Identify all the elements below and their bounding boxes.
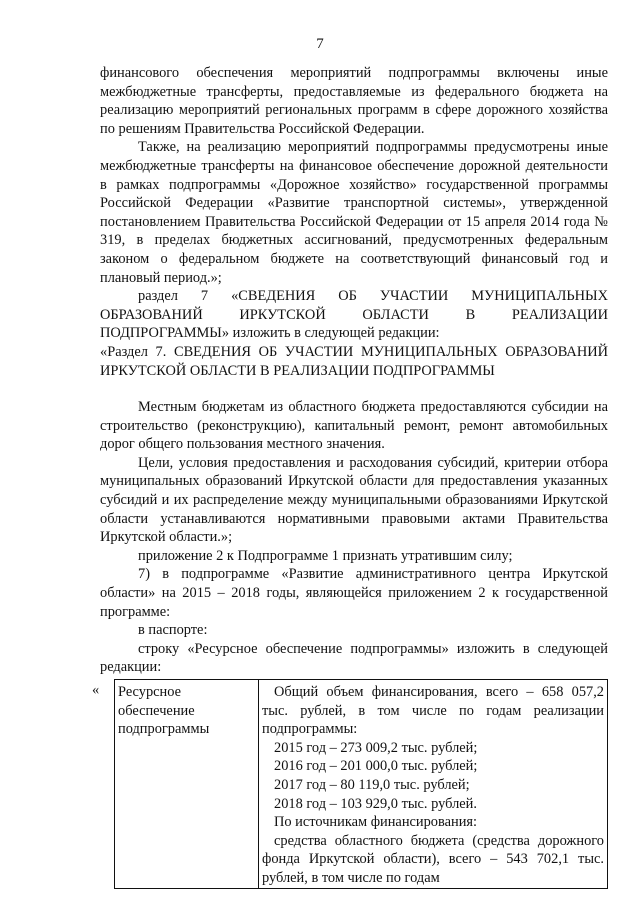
row-label: Ресурсное обеспечение подпрограммы <box>115 680 259 889</box>
paragraph: 7) в подпрограмме «Развитие административного центра Иркутской области» на 2015 – 2018 годы, являющейся приложением 2 к государственной программе: <box>100 566 608 620</box>
row-content <box>259 680 608 889</box>
year-line: 2017 год – 80 119,0 тыс. рублей; <box>274 776 470 793</box>
paragraph: Также, на реализацию мероприятий подпрограммы предусмотрены иные межбюджетные трансферты на финансовое обеспечение дорожной деятельности в рамках подпрограммы «Дорожное хозяйство» государственной программы Российской Федерации «Развитие транспортной системы», утвержденной постановлением Правительства Российской Федерации от 15 апреля 2014 года № 319, в пределах бюджетных ассигнований, предусмотренных федеральным законом о федеральном бюджете на соответствующий финансовый год и плановый период.»; <box>100 139 608 286</box>
paragraph: Цели, условия предоставления и расходования субсидий, критерии отбора муниципальных образований Иркутской области для предоставления указанных субсидий и их распределение между муниципальными образованиями Иркутской области устанавливаются нормативными правовыми актами Правительства Иркутской области.»; <box>100 454 608 546</box>
page-number: 7 <box>316 36 324 52</box>
paragraph: раздел 7 «СВЕДЕНИЯ ОБ УЧАСТИИ МУНИЦИПАЛЬНЫХ ОБРАЗОВАНИЙ ИРКУТСКОЙ ОБЛАСТИ В РЕАЛИЗАЦИИ ПОДПРОГРАММЫ» изложить в следующей редакции: <box>100 288 608 342</box>
open-quote: « <box>92 682 100 698</box>
paragraph: Местным бюджетам из областного бюджета предоставляются субсидии на строительство (реконструкцию), капитальный ремонт, ремонт автомобильных дорог общего пользования местного значения. <box>100 399 608 453</box>
paragraph: финансового обеспечения мероприятий подпрограммы включены иные межбюджетные трансферты, предоставляемые из федерального бюджета на реализацию мероприятий региональных программ в сфере дорожного хозяйства по решениям Правительства Российской Федерации. <box>100 65 608 137</box>
year-line: 2015 год – 273 009,2 тыс. рублей; <box>274 739 478 756</box>
year-line: 2016 год – 201 000,0 тыс. рублей; <box>274 758 478 775</box>
table-row <box>115 680 608 889</box>
document-body <box>92 64 608 889</box>
section-heading: «Раздел 7. СВЕДЕНИЯ ОБ УЧАСТИИ МУНИЦИПАЛЬНЫХ ОБРАЗОВАНИЙ ИРКУТСКОЙ ОБЛАСТИ В РЕАЛИЗАЦИИ ПОДПРОГРАММЫ <box>100 343 608 379</box>
total-text: Общий объем финансирования, всего – 658 057,2 тыс. рублей, в том числе по годам реализации подпрограммы: <box>262 684 604 738</box>
paragraph: в паспорте: <box>138 622 208 639</box>
resource-table-wrapper <box>92 679 608 889</box>
paragraph: строку «Ресурсное обеспечение подпрограммы» изложить в следующей редакции: <box>100 640 608 676</box>
resource-table <box>114 679 608 889</box>
sources-heading: По источникам финансирования: <box>274 814 478 831</box>
year-line: 2018 год – 103 929,0 тыс. рублей. <box>274 795 477 812</box>
regional-text: средства областного бюджета (средства дорожного фонда Иркутской области), всего – 543 702,1 тыс. рублей, в том числе по годам <box>262 832 604 886</box>
paragraph: приложение 2 к Подпрограмме 1 признать утратившим силу; <box>138 547 513 564</box>
